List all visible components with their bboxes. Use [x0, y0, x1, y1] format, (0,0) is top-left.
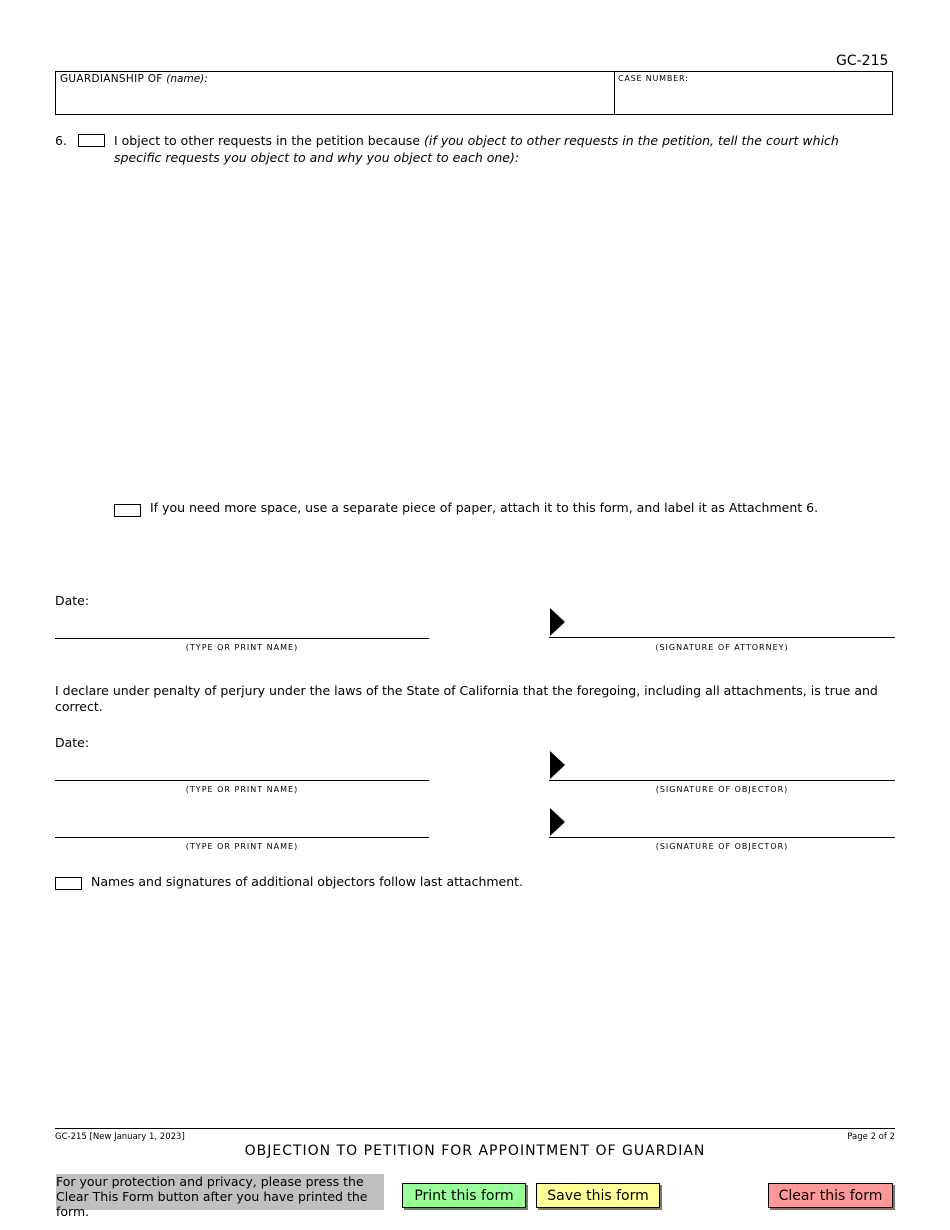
objector-1-name-caption: (TYPE OR PRINT NAME): [185, 785, 299, 794]
clear-form-button[interactable]: Clear this form: [768, 1183, 893, 1208]
attachment-6-text: If you need more space, use a separate piece of paper, attach it to this form, and label it as Attachment 6.: [150, 500, 819, 515]
additional-objectors-text: Names and signatures of additional objectors follow last attachment.: [91, 874, 524, 889]
attorney-name-line[interactable]: [55, 638, 429, 639]
item-6-instructions: (if you object to other requests in the petition, tell the court which specific requests you object to and why you object to each one):: [114, 133, 839, 165]
attorney-signature-line[interactable]: [549, 637, 895, 638]
footer-rule: [55, 1128, 895, 1129]
objector-2-signature-caption: (SIGNATURE OF OBJECTOR): [655, 842, 789, 851]
item-6-text: [114, 132, 884, 166]
footer-form-title: OBJECTION TO PETITION FOR APPOINTMENT OF GUARDIAN: [244, 1143, 706, 1159]
save-form-button[interactable]: Save this form: [536, 1183, 660, 1208]
guardianship-of-field[interactable]: [60, 73, 208, 85]
privacy-notice: For your protection and privacy, please press the Clear This Form button after you have printed the form.: [56, 1174, 384, 1210]
print-form-button[interactable]: Print this form: [402, 1183, 526, 1208]
objector-2-name-caption: (TYPE OR PRINT NAME): [185, 842, 299, 851]
form-number: GC-215: [836, 53, 889, 69]
objector-2-name-line[interactable]: [55, 837, 429, 838]
attachment-6-checkbox[interactable]: [114, 504, 141, 517]
item-6-explanation-area[interactable]: [114, 170, 894, 490]
signature-arrow-icon: [550, 751, 565, 779]
case-caption-box: [55, 71, 893, 115]
objector-date-label: Date:: [55, 735, 90, 750]
attorney-name-caption: (TYPE OR PRINT NAME): [185, 643, 299, 652]
item-6-label: I object to other requests in the petition because: [114, 133, 421, 148]
case-number-field[interactable]: CASE NUMBER:: [618, 74, 689, 83]
item-6-checkbox[interactable]: [78, 134, 105, 147]
guardianship-label: GUARDIANSHIP OF: [60, 73, 163, 85]
objector-1-signature-line[interactable]: [549, 780, 895, 781]
attorney-signature-caption: (SIGNATURE OF ATTORNEY): [655, 643, 789, 652]
guardianship-label-italic: (name):: [166, 73, 208, 85]
declaration-text: I declare under penalty of perjury under the laws of the State of California that the foregoing, including all attachments, is true and correct.: [55, 683, 878, 714]
signature-arrow-icon: [550, 808, 565, 836]
additional-objectors-checkbox[interactable]: [55, 877, 82, 890]
objector-1-name-line[interactable]: [55, 780, 429, 781]
caption-divider: [614, 72, 615, 114]
footer-page: Page 2 of 2: [847, 1132, 895, 1142]
attorney-date-label: Date:: [55, 593, 90, 608]
objector-2-signature-line[interactable]: [549, 837, 895, 838]
item-6-number: 6.: [55, 133, 67, 148]
objector-1-signature-caption: (SIGNATURE OF OBJECTOR): [655, 785, 789, 794]
footer-revision: GC-215 [New January 1, 2023]: [55, 1132, 185, 1142]
signature-arrow-icon: [550, 608, 565, 636]
